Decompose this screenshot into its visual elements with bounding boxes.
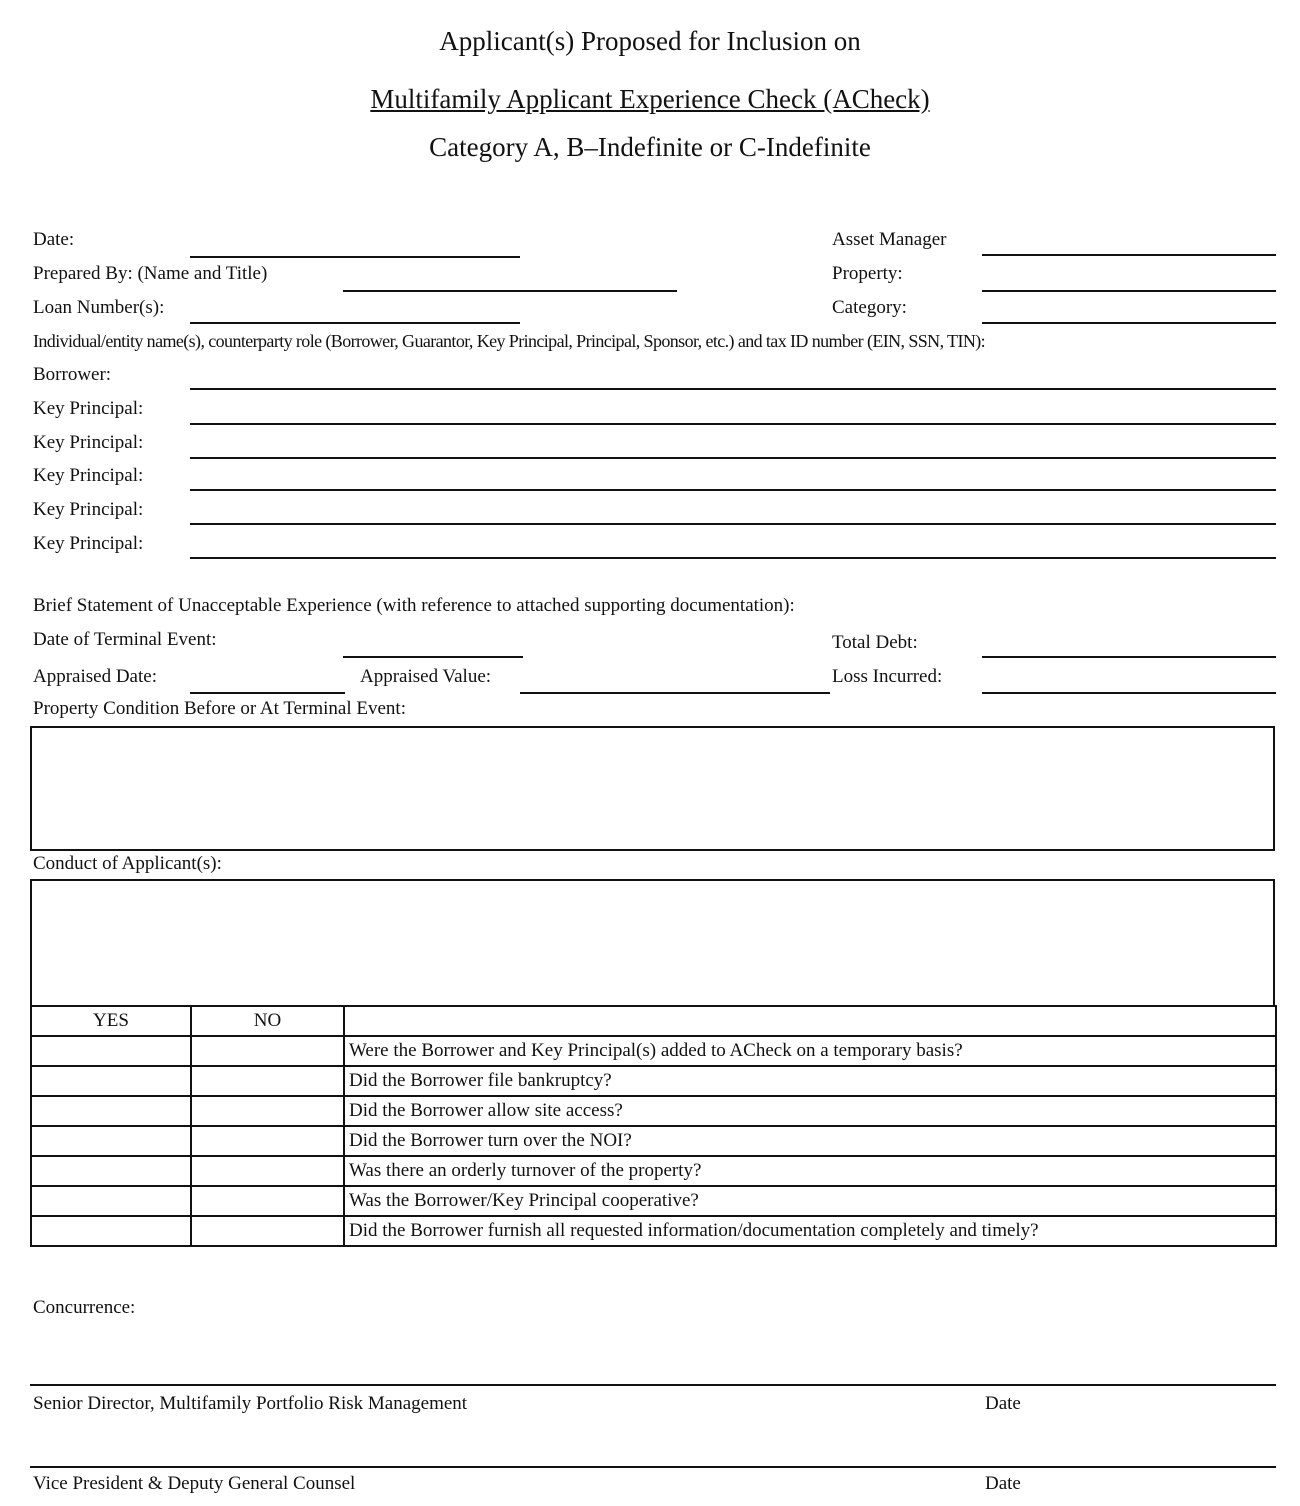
prepared-by-label: Prepared By: (Name and Title) <box>33 263 268 284</box>
date-signature-label: Date <box>985 1393 1021 1414</box>
no-column-header: NO <box>191 1006 344 1036</box>
form-title: Applicant(s) Proposed for Inclusion on <box>439 26 861 56</box>
total-debt-field[interactable] <box>982 656 1276 658</box>
conduct-label: Conduct of Applicant(s): <box>33 853 222 874</box>
concurrence-label: Concurrence: <box>33 1297 136 1318</box>
category-label: Category: <box>832 297 907 318</box>
question-text: Was the Borrower/Key Principal cooperative? <box>344 1186 1276 1216</box>
terminal-event-date-label: Date of Terminal Event: <box>33 629 217 650</box>
table-row <box>31 1216 1276 1246</box>
table-header-row <box>31 1006 1276 1036</box>
key-principal-field-4[interactable] <box>190 523 1276 525</box>
no-checkbox-cell[interactable] <box>191 1216 344 1246</box>
senior-director-label: Senior Director, Multifamily Portfolio Risk Management <box>33 1393 468 1414</box>
no-checkbox-cell[interactable] <box>191 1156 344 1186</box>
question-text: Did the Borrower furnish all requested information/documentation completely and timely? <box>344 1216 1276 1246</box>
signature-line-senior-director[interactable] <box>30 1384 1276 1386</box>
no-checkbox-cell[interactable] <box>191 1126 344 1156</box>
key-principal-label: Key Principal: <box>33 533 144 554</box>
question-text: Were the Borrower and Key Principal(s) added to ACheck on a temporary basis? <box>344 1036 1276 1066</box>
loss-incurred-label: Loss Incurred: <box>832 666 943 687</box>
prepared-by-field[interactable] <box>343 290 677 292</box>
table-row <box>31 1126 1276 1156</box>
question-column-header <box>344 1006 1276 1036</box>
no-checkbox-cell[interactable] <box>191 1096 344 1126</box>
table-row <box>31 1096 1276 1126</box>
yes-checkbox-cell[interactable] <box>31 1036 191 1066</box>
asset-manager-field[interactable] <box>982 254 1276 256</box>
no-checkbox-cell[interactable] <box>191 1186 344 1216</box>
asset-manager-label: Asset Manager <box>832 229 947 250</box>
property-field[interactable] <box>982 290 1276 292</box>
borrower-field[interactable] <box>190 388 1276 390</box>
signature-line-vice-president[interactable] <box>30 1466 1276 1468</box>
form-category-title: Category A, B–Indefinite or C-Indefinite <box>429 132 871 162</box>
appraised-value-label: Appraised Value: <box>360 666 492 687</box>
property-condition-label: Property Condition Before or At Terminal Event: <box>33 698 406 719</box>
conduct-textbox[interactable] <box>30 879 1275 1007</box>
key-principal-label: Key Principal: <box>33 499 144 520</box>
key-principal-label: Key Principal: <box>33 465 144 486</box>
date-label: Date: <box>33 229 75 250</box>
no-checkbox-cell[interactable] <box>191 1066 344 1096</box>
yes-checkbox-cell[interactable] <box>31 1066 191 1096</box>
loan-number-field[interactable] <box>190 322 520 324</box>
category-field[interactable] <box>982 322 1276 324</box>
questions-table <box>30 1005 1277 1247</box>
total-debt-label: Total Debt: <box>832 632 918 653</box>
terminal-event-date-field[interactable] <box>343 656 523 658</box>
question-text: Did the Borrower file bankruptcy? <box>344 1066 1276 1096</box>
table-row <box>31 1066 1276 1096</box>
key-principal-field-2[interactable] <box>190 457 1276 459</box>
question-text: Did the Borrower turn over the NOI? <box>344 1126 1276 1156</box>
yes-checkbox-cell[interactable] <box>31 1186 191 1216</box>
form-subtitle: Multifamily Applicant Experience Check (ACheck) <box>370 84 930 114</box>
key-principal-field-5[interactable] <box>190 557 1276 559</box>
property-condition-textbox[interactable] <box>30 726 1275 851</box>
yes-checkbox-cell[interactable] <box>31 1096 191 1126</box>
appraised-date-field[interactable] <box>190 692 345 694</box>
table-row <box>31 1036 1276 1066</box>
key-principal-label: Key Principal: <box>33 432 144 453</box>
no-checkbox-cell[interactable] <box>191 1036 344 1066</box>
date-signature-label: Date <box>985 1473 1021 1494</box>
yes-checkbox-cell[interactable] <box>31 1156 191 1186</box>
vice-president-label: Vice President & Deputy General Counsel <box>33 1473 356 1494</box>
yes-column-header: YES <box>31 1006 191 1036</box>
borrower-label: Borrower: <box>33 364 112 385</box>
table-row <box>31 1156 1276 1186</box>
question-text: Did the Borrower allow site access? <box>344 1096 1276 1126</box>
appraised-date-label: Appraised Date: <box>33 666 157 687</box>
yes-checkbox-cell[interactable] <box>31 1126 191 1156</box>
loss-incurred-field[interactable] <box>982 692 1276 694</box>
date-field[interactable] <box>190 256 520 258</box>
entity-instructions: Individual/entity name(s), counterparty role (Borrower, Guarantor, Key Principal, Principal, Sponsor, etc.) and tax ID number (EIN, SSN, TIN): <box>33 331 986 351</box>
unacceptable-experience-label: Brief Statement of Unacceptable Experience (with reference to attached supporting documentation): <box>33 595 795 616</box>
yes-checkbox-cell[interactable] <box>31 1216 191 1246</box>
property-label: Property: <box>832 263 903 284</box>
key-principal-field-1[interactable] <box>190 423 1276 425</box>
key-principal-field-3[interactable] <box>190 489 1276 491</box>
loan-number-label: Loan Number(s): <box>33 297 165 318</box>
question-text: Was there an orderly turnover of the property? <box>344 1156 1276 1186</box>
key-principal-label: Key Principal: <box>33 398 144 419</box>
appraised-value-field[interactable] <box>520 692 830 694</box>
table-row <box>31 1186 1276 1216</box>
